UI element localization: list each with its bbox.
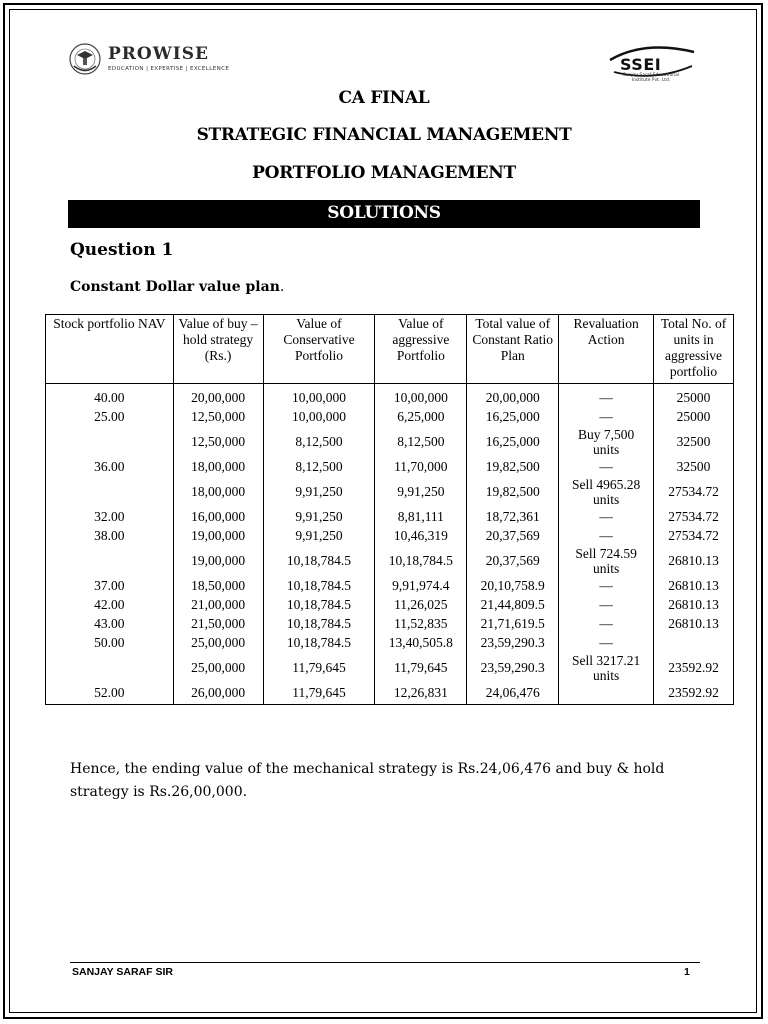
table-row xyxy=(46,384,734,408)
cell-aggressive: 10,18,784.5 xyxy=(375,545,467,576)
cell-aggressive: 9,91,250 xyxy=(375,476,467,507)
header-conservative: Value of Conservative Portfolio xyxy=(263,315,375,384)
table-row xyxy=(46,576,734,595)
cell-conservative: 8,12,500 xyxy=(263,457,375,476)
table-row xyxy=(46,652,734,683)
cell-buy-hold: 18,50,000 xyxy=(173,576,263,595)
table-row xyxy=(46,457,734,476)
table-row xyxy=(46,526,734,545)
cell-conservative: 10,00,000 xyxy=(263,384,375,408)
action-text: Sell 724.59 xyxy=(575,545,637,561)
cell-aggressive: 11,79,645 xyxy=(375,652,467,683)
cell-nav: 32.00 xyxy=(46,507,174,526)
cell-total: 19,82,500 xyxy=(467,457,559,476)
cell-nav: 50.00 xyxy=(46,633,174,652)
cell-total: 23,59,290.3 xyxy=(467,652,559,683)
cell-nav xyxy=(46,426,174,457)
cell-units: 23592.92 xyxy=(654,683,734,705)
cell-total: 20,00,000 xyxy=(467,384,559,408)
cell-action: — xyxy=(559,526,654,545)
cell-action xyxy=(559,683,654,705)
question-subheading-text: Constant Dollar value plan xyxy=(70,279,280,295)
cell-total: 20,10,758.9 xyxy=(467,576,559,595)
cell-conservative: 9,91,250 xyxy=(263,476,375,507)
cell-aggressive: 6,25,000 xyxy=(375,407,467,426)
cell-buy-hold: 26,00,000 xyxy=(173,683,263,705)
cell-units xyxy=(654,633,734,652)
cell-aggressive: 9,91,974.4 xyxy=(375,576,467,595)
cell-buy-hold: 18,00,000 xyxy=(173,457,263,476)
cell-nav: 38.00 xyxy=(46,526,174,545)
ssei-brand-text: SSEI xyxy=(620,55,662,74)
cell-units: 25000 xyxy=(654,407,734,426)
cell-aggressive: 11,26,025 xyxy=(375,595,467,614)
cell-total: 24,06,476 xyxy=(467,683,559,705)
header-units: Total No. of units in aggressive portfolio xyxy=(654,315,734,384)
cell-nav xyxy=(46,476,174,507)
cell-action xyxy=(559,652,654,683)
cell-action: — xyxy=(559,457,654,476)
cell-conservative: 8,12,500 xyxy=(263,426,375,457)
cell-action: — xyxy=(559,384,654,408)
cell-units: 32500 xyxy=(654,457,734,476)
cell-nav: 36.00 xyxy=(46,457,174,476)
table-row xyxy=(46,426,734,457)
cell-aggressive: 8,81,111 xyxy=(375,507,467,526)
action-units-text: units xyxy=(592,441,620,457)
cell-nav: 37.00 xyxy=(46,576,174,595)
cell-action: — xyxy=(559,576,654,595)
cell-nav xyxy=(46,545,174,576)
cell-buy-hold: 12,50,000 xyxy=(173,407,263,426)
cell-conservative: 10,18,784.5 xyxy=(263,633,375,652)
cell-total: 21,71,619.5 xyxy=(467,614,559,633)
cell-buy-hold: 25,00,000 xyxy=(173,633,263,652)
cell-units: 26810.13 xyxy=(654,595,734,614)
action-units-text: units xyxy=(592,560,620,576)
cell-total: 23,59,290.3 xyxy=(467,633,559,652)
cell-buy-hold: 20,00,000 xyxy=(173,384,263,408)
ssei-logo xyxy=(604,42,700,84)
cell-aggressive: 12,26,831 xyxy=(375,683,467,705)
cell-aggressive: 8,12,500 xyxy=(375,426,467,457)
question-heading: Question 1 xyxy=(70,240,174,260)
cell-units: 26810.13 xyxy=(654,614,734,633)
cell-units: 26810.13 xyxy=(654,576,734,595)
solution-table xyxy=(45,314,734,705)
cell-units: 32500 xyxy=(654,426,734,457)
cell-units: 23592.92 xyxy=(654,652,734,683)
table-row xyxy=(46,683,734,705)
cell-nav xyxy=(46,652,174,683)
footer-author: SANJAY SARAF SIR xyxy=(72,966,173,978)
cell-nav: 42.00 xyxy=(46,595,174,614)
cell-aggressive: 11,52,835 xyxy=(375,614,467,633)
course-title: CA FINAL xyxy=(338,88,430,108)
prowise-tagline: EDUCATION | EXPERTISE | EXCELLENCE xyxy=(108,66,230,72)
solutions-banner: SOLUTIONS xyxy=(68,200,700,228)
cell-nav: 43.00 xyxy=(46,614,174,633)
cell-units: 27534.72 xyxy=(654,507,734,526)
table-row xyxy=(46,545,734,576)
cell-total: 20,37,569 xyxy=(467,545,559,576)
cell-nav: 25.00 xyxy=(46,407,174,426)
action-units-text: units xyxy=(592,667,620,683)
cell-total: 20,37,569 xyxy=(467,526,559,545)
table-row xyxy=(46,476,734,507)
page-number: 1 xyxy=(684,966,690,978)
prowise-logo xyxy=(68,42,228,78)
cell-action: — xyxy=(559,614,654,633)
cell-total: 19,82,500 xyxy=(467,476,559,507)
cell-buy-hold: 19,00,000 xyxy=(173,545,263,576)
cell-conservative: 11,79,645 xyxy=(263,683,375,705)
cell-total: 21,44,809.5 xyxy=(467,595,559,614)
cell-action: — xyxy=(559,633,654,652)
subject-title: STRATEGIC FINANCIAL MANAGEMENT xyxy=(196,125,572,145)
cell-nav: 40.00 xyxy=(46,384,174,408)
action-units-text: units xyxy=(592,491,620,507)
cell-action xyxy=(559,426,654,457)
cell-total: 16,25,000 xyxy=(467,426,559,457)
cell-action xyxy=(559,545,654,576)
cell-conservative: 10,18,784.5 xyxy=(263,576,375,595)
cell-buy-hold: 18,00,000 xyxy=(173,476,263,507)
cell-conservative: 10,18,784.5 xyxy=(263,545,375,576)
cell-buy-hold: 19,00,000 xyxy=(173,526,263,545)
conclusion-text: Hence, the ending value of the mechanical strategy is Rs.24,06,476 and buy & hold strategy is Rs.26,00,000. xyxy=(70,761,665,800)
prowise-brand-text: PROWISE xyxy=(108,44,209,64)
cell-total: 16,25,000 xyxy=(467,407,559,426)
cell-buy-hold: 25,00,000 xyxy=(173,652,263,683)
cell-conservative: 10,00,000 xyxy=(263,407,375,426)
question-subheading-period: . xyxy=(279,279,285,295)
cell-units: 26810.13 xyxy=(654,545,734,576)
ssei-subtitle: Sanjay Saraf Educational Institute Pvt. Ltd. xyxy=(622,73,680,83)
cell-buy-hold: 21,50,000 xyxy=(173,614,263,633)
prowise-emblem-icon xyxy=(68,42,102,76)
cell-conservative: 11,79,645 xyxy=(263,652,375,683)
action-text: Sell 3217.21 xyxy=(571,652,641,668)
cell-action xyxy=(559,476,654,507)
question-subheading xyxy=(70,279,284,295)
cell-action: — xyxy=(559,507,654,526)
table-row xyxy=(46,595,734,614)
cell-buy-hold: 16,00,000 xyxy=(173,507,263,526)
action-text: Sell 4965.28 xyxy=(571,476,641,492)
cell-buy-hold: 21,00,000 xyxy=(173,595,263,614)
cell-total: 18,72,361 xyxy=(467,507,559,526)
cell-aggressive: 10,00,000 xyxy=(375,384,467,408)
chapter-title: PORTFOLIO MANAGEMENT xyxy=(252,163,516,183)
table-row xyxy=(46,507,734,526)
cell-units: 27534.72 xyxy=(654,476,734,507)
cell-action: — xyxy=(559,407,654,426)
cell-conservative: 10,18,784.5 xyxy=(263,614,375,633)
table-row xyxy=(46,614,734,633)
cell-action: — xyxy=(559,595,654,614)
cell-aggressive: 11,70,000 xyxy=(375,457,467,476)
header-aggressive: Value of aggressive Portfolio xyxy=(375,315,467,384)
cell-aggressive: 10,46,319 xyxy=(375,526,467,545)
cell-aggressive: 13,40,505.8 xyxy=(375,633,467,652)
cell-conservative: 9,91,250 xyxy=(263,526,375,545)
cell-nav: 52.00 xyxy=(46,683,174,705)
cell-buy-hold: 12,50,000 xyxy=(173,426,263,457)
table-row xyxy=(46,633,734,652)
table-row xyxy=(46,407,734,426)
header-buy-hold: Value of buy – hold strategy (Rs.) xyxy=(173,315,263,384)
footer-divider xyxy=(70,962,700,963)
header-action: Revaluation Action xyxy=(559,315,654,384)
header-total: Total value of Constant Ratio Plan xyxy=(467,315,559,384)
cell-conservative: 9,91,250 xyxy=(263,507,375,526)
cell-conservative: 10,18,784.5 xyxy=(263,595,375,614)
cell-units: 25000 xyxy=(654,384,734,408)
action-text: Buy 7,500 xyxy=(577,426,635,442)
header-nav: Stock portfolio NAV xyxy=(46,315,174,384)
table-header-row xyxy=(46,315,734,384)
cell-units: 27534.72 xyxy=(654,526,734,545)
